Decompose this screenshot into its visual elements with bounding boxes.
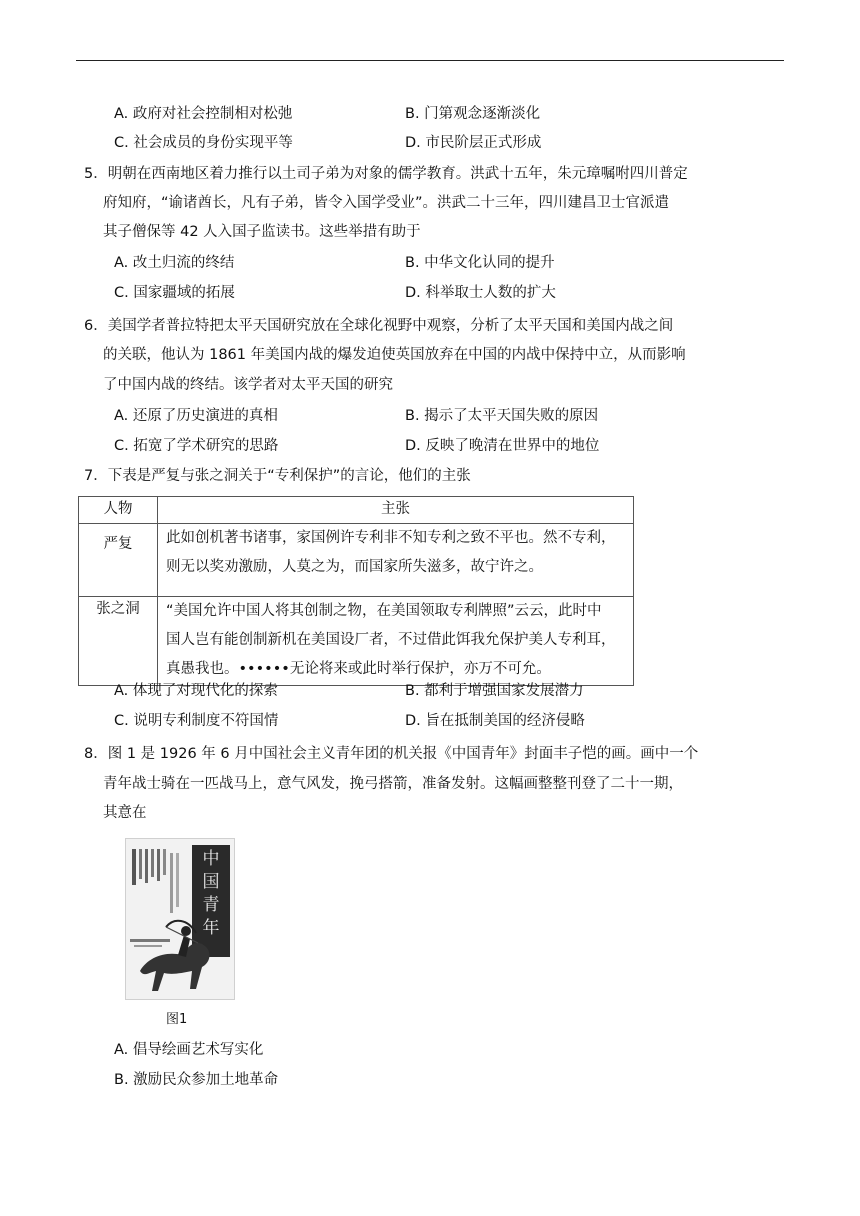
table-cell-claim [158,597,634,686]
claim-line: 国人岂有能创制新机在美国设厂者，不过借此饵我允保护美人专利耳， [166,632,616,648]
q5-stem-line-2: 府知府，“谕诸酋长，凡有子弟，皆令入国学受业”。洪武二十三年，四川建昌卫士官派遣 [103,195,670,211]
q4-option-c[interactable]: C. 社会成员的身份实现平等 [114,135,293,151]
q6-stem-line-3: 了中国内战的终结。该学者对太平天国的研究 [103,377,393,393]
q6-option-a[interactable]: A. 还原了历史演进的真相 [114,408,278,424]
claim-line: 则无以奖劝激励，人莫之为，而国家所失滋多，故宁许之。 [166,559,543,575]
q8-option-b[interactable]: B. 激励民众参加土地革命 [114,1072,279,1088]
q4-option-b[interactable]: B. 门第观念逐渐淡化 [405,106,541,122]
q7-option-a[interactable]: A. 体现了对现代化的探索 [114,683,278,699]
cover-title-char: 国 [202,872,220,892]
figure-caption: 图1 [166,1012,188,1027]
q6-option-b[interactable]: B. 揭示了太平天国失败的原因 [405,408,599,424]
q8-option-a[interactable]: A. 倡导绘画艺术写实化 [114,1042,264,1058]
table-row [79,597,634,686]
table-cell-person: 张之洞 [79,597,158,686]
claim-line: 真愚我也。••••••无论将来或此时举行保护，亦万不可允。 [166,661,551,677]
claim-line: 此如创机著书诸事，家国例许专利非不知专利之致不平也。然不专利， [166,530,616,546]
header-rule [76,60,784,61]
q5-option-a[interactable]: A. 改土归流的终结 [114,255,235,271]
q8-stem-line-2: 青年战士骑在一匹战马上，意气风发，挽弓搭箭，准备发射。这幅画整整刊登了二十一期， [103,776,683,792]
table-header-claim: 主张 [158,497,634,524]
claim-line: “美国允许中国人将其创制之物，在美国领取专利牌照”云云，此时中 [166,603,602,619]
cover-title-char: 中 [202,849,220,869]
table-row [79,524,634,597]
q8-stem-line-3: 其意在 [103,805,147,821]
cover-title-char: 年 [202,918,220,938]
q4-option-a[interactable]: A. 政府对社会控制相对松弛 [114,106,293,122]
q7-stem: 7．下表是严复与张之洞关于“专利保护”的言论，他们的主张 [84,468,471,484]
patent-statements-table [78,496,634,686]
q8-stem-line-1: 8．图 1 是 1926 年 6 月中国社会主义青年团的机关报《中国青年》封面丰子恺的画。画中一个 [84,746,699,762]
q5-option-c[interactable]: C. 国家疆域的拓展 [114,285,235,301]
q6-option-d[interactable]: D. 反映了晚清在世界中的地位 [405,438,600,454]
q6-stem-line-1: 6．美国学者普拉特把太平天国研究放在全球化视野中观察，分析了太平天国和美国内战之间 [84,318,674,334]
q5-stem-line-3: 其子僧保等 42 人入国子监读书。这些举措有助于 [103,224,421,240]
q6-option-c[interactable]: C. 拓宽了学术研究的思路 [114,438,279,454]
magazine-cover-illustration [126,839,234,999]
table-cell-claim [158,524,634,597]
table-header-person: 人物 [79,497,158,524]
table-header-row [79,497,634,524]
q4-option-d[interactable]: D. 市民阶层正式形成 [405,135,542,151]
q7-option-c[interactable]: C. 说明专利制度不符国情 [114,713,279,729]
q7-option-b[interactable]: B. 都利于增强国家发展潜力 [405,683,584,699]
q5-option-d[interactable]: D. 科举取士人数的扩大 [405,285,556,301]
q6-stem-line-2: 的关联，他认为 1861 年美国内战的爆发迫使英国放弃在中国的内战中保持中立，从而影响 [103,347,686,363]
q5-option-b[interactable]: B. 中华文化认同的提升 [405,255,555,271]
table-cell-person: 严复 [79,524,158,597]
cover-title-char: 青 [202,895,220,915]
q5-stem-line-1: 5．明朝在西南地区着力推行以土司子弟为对象的儒学教育。洪武十五年，朱元璋嘱咐四川普定 [84,166,688,182]
magazine-cover-image [125,838,235,1000]
q7-option-d[interactable]: D. 旨在抵制美国的经济侵略 [405,713,585,729]
